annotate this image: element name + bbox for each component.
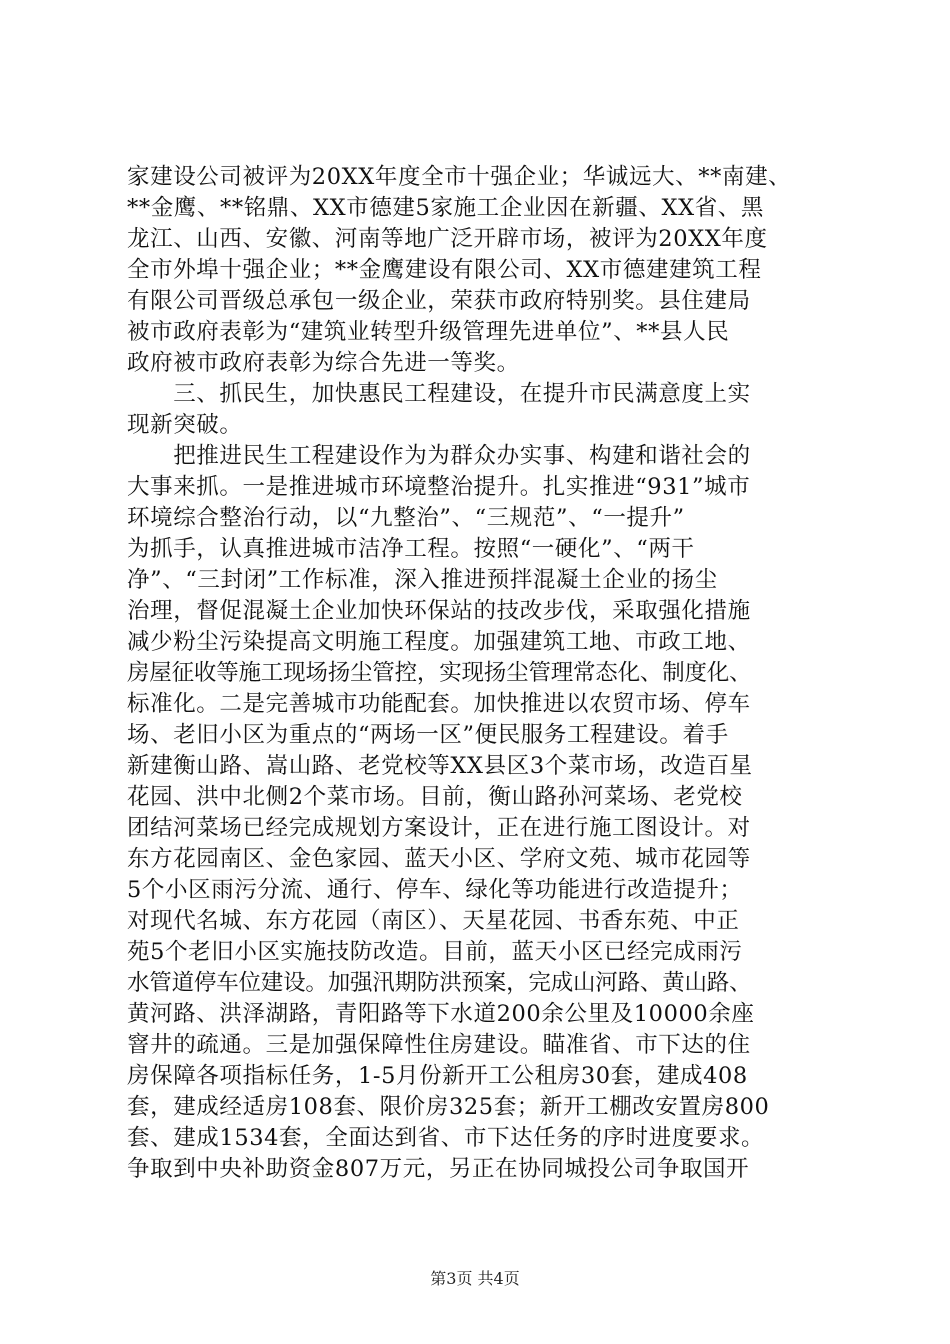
text-line: 场、老旧小区为重点的“两场一区”便民服务工程建设。着手 [127, 722, 729, 748]
text-line: 苑5个老旧小区实施技防改造。目前，蓝天小区已经完成雨污 [127, 939, 743, 965]
text-line: 净”、“三封闭”工作标准，深入推进预拌混凝土企业的扬尘 [127, 567, 718, 593]
text-line: 家建设公司被评为20XX年度全市十强企业；华诚远大、**南建、 [127, 164, 792, 190]
text-line: 为抓手，认真推进城市洁净工程。按照“一硬化”、“两干 [127, 536, 695, 562]
text-line: 环境综合整治行动，以“九整治”、“三规范”、“一提升” [127, 505, 685, 531]
text-line: 新建衡山路、嵩山路、老党校等XX县区3个菜市场，改造百星 [127, 753, 753, 779]
text-line: 房保障各项指标任务，1-5月份新开工公租房30套，建成408 [127, 1063, 748, 1089]
text-line: 全市外埠十强企业；**金鹰建设有限公司、XX市德建建筑工程 [127, 257, 762, 283]
text-line: 争取到中央补助资金807万元，另正在协同城投公司争取国开 [127, 1156, 750, 1182]
text-line: 套、建成1534套，全面达到省、市下达任务的序时进度要求。 [127, 1125, 765, 1151]
text-line: 减少粉尘污染提高文明施工程度。加强建筑工地、市政工地、 [127, 629, 751, 655]
text-line: 团结河菜场已经完成规划方案设计，正在进行施工图设计。对 [127, 815, 751, 841]
text-line: 房屋征收等施工现场扬尘管控，实现扬尘管理常态化、制度化、 [127, 660, 752, 686]
text-line: 5个小区雨污分流、通行、停车、绿化等功能进行改造提升； [127, 877, 743, 903]
text-line: 套，建成经适房108套、限价房325套；新开工棚改安置房800 [127, 1094, 770, 1120]
text-line: 对现代名城、东方花园（南区）、天星花园、书香东苑、中正 [127, 908, 740, 934]
text-line: 被市政府表彰为“建筑业转型升级管理先进单位”、**县人民 [127, 319, 730, 345]
text-line: 把推进民生工程建设作为为群众办实事、构建和谐社会的 [127, 443, 751, 469]
text-line: 水管道停车位建设。加强汛期防洪预案，完成山河路、黄山路、 [127, 970, 752, 996]
text-line: 治理，督促混凝土企业加快环保站的技改步伐，采取强化措施 [127, 598, 751, 624]
text-line: 东方花园南区、金色家园、蓝天小区、学府文苑、城市花园等 [127, 846, 751, 872]
text-line: 黄河路、洪泽湖路，青阳路等下水道200余公里及10000余座 [127, 1001, 755, 1027]
text-line: 龙江、山西、安徽、河南等地广泛开辟市场，被评为20XX年度 [127, 226, 768, 252]
text-line: 标准化。二是完善城市功能配套。加快推进以农贸市场、停车 [127, 691, 751, 717]
document-body [127, 162, 827, 1185]
text-line: 窨井的疏通。三是加强保障性住房建设。瞄准省、市下达的住 [127, 1032, 751, 1058]
text-line: 大事来抓。一是推进城市环境整治提升。扎实推进“931”城市 [127, 474, 751, 500]
text-line: 政府被市政府表彰为综合先进一等奖。 [127, 350, 520, 376]
text-line: 有限公司晋级总承包一级企业，荣获市政府特别奖。县住建局 [127, 288, 751, 314]
section-heading-line: 三、抓民生，加快惠民工程建设，在提升市民满意度上实 [127, 381, 751, 407]
text-line: 花园、洪中北侧2个菜市场。目前，衡山路孙河菜场、老党校 [127, 784, 743, 810]
section-heading-line: 现新突破。 [127, 412, 243, 438]
text-line: **金鹰、**铭鼎、XX市德建5家施工企业因在新疆、XX省、黑 [127, 195, 764, 221]
page-number-footer: 第3页 共4页 [430, 1269, 520, 1288]
